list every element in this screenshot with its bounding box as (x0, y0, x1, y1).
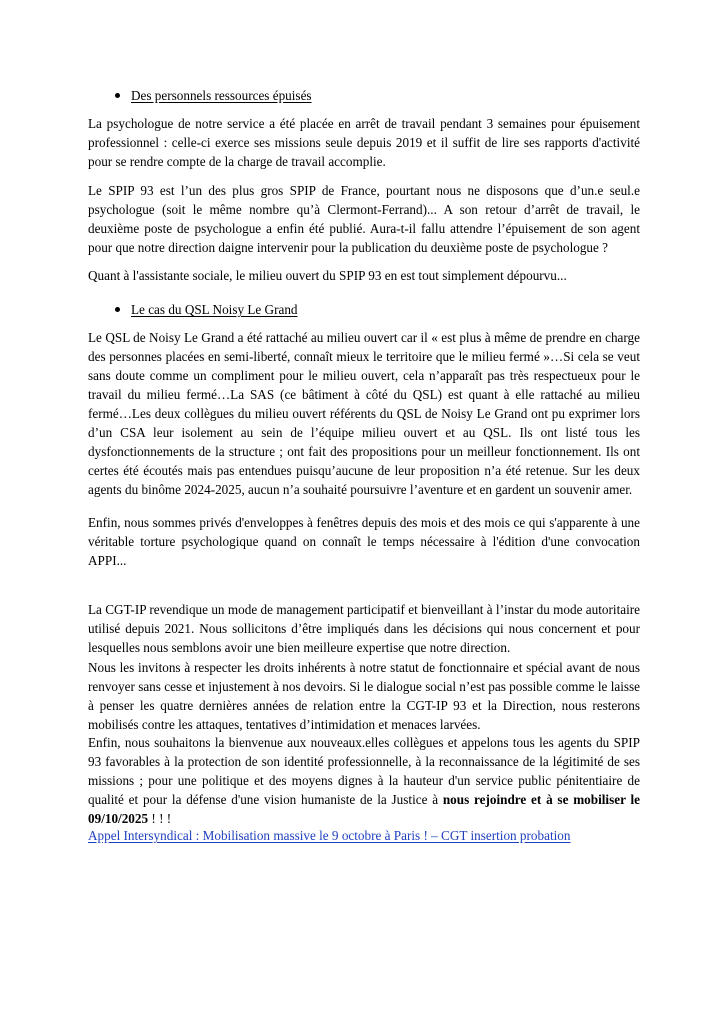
paragraph-spip-93: Le SPIP 93 est l’un des plus gros SPIP de France, pourtant nous ne disposons que d’un.e seul.e psychologue (soit le même nombre qu’à Clermont-Ferrand)... A son retour d’arrêt de travail, le deuxième poste de psychologue a enfin été publié. Aura-t-il fallu attendre l’épuisement de son agent pour que notre direction daigne intervenir pour la publication du deuxième poste de psychologue ? (88, 183, 640, 255)
intersyndical-link[interactable]: Appel Intersyndical : Mobilisation massive le 9 octobre à Paris ! – CGT insertion probation (88, 828, 571, 843)
paragraph-bienvenue-text: Enfin, nous souhaitons la bienvenue aux nouveaux.elles collègues et appelons tous les agents du SPIP 93 favorables à la protection de son identité professionnelle, à la reconnaissance de la légitimité de ses missions ; pour une politique et des moyens dignes à la hauteur d'un service public pénitentiaire de qualité et pour la défense d'une vision humaniste de la Justice à (88, 735, 640, 807)
paragraph-invitons: Nous les invitons à respecter les droits inhérents à notre statut de fonctionnaire et spécial avant de nous renvoyer sans cesse et injustement à nos devoirs. Si le dialogue social n’est pas possible comme le laisse à penser les quatre dernières années de relation entre la CGT-IP 93 et la Direction, nous resterons mobilisés contre les attaques, tentatives d’intimidation et menaces larvées. (88, 660, 640, 732)
exclamation-marks: ! ! ! (151, 811, 172, 826)
section-heading-qsl: Le cas du QSL Noisy Le Grand (131, 302, 298, 317)
paragraph-cgt-ip: La CGT-IP revendique un mode de management participatif et bienveillant à l’instar du mode autoritaire utilisé depuis 2021. Nous sollicitons d’être impliqués dans les décisions qui nous concernent et pour lesquelles nous semblons avoir une bien meilleure expertise que notre direction. (88, 602, 640, 655)
paragraph-assistante-sociale: Quant à l'assistante sociale, le milieu ouvert du SPIP 93 en est tout simplement dépourvu... (88, 268, 567, 283)
paragraph-qsl-noisy: Le QSL de Noisy Le Grand a été rattaché au milieu ouvert car il « est plus à même de prendre en charge des personnes placées en semi-liberté, connaît mieux le territoire que le milieu fermé »…Si cela se veut sans doute comme un compliment pour le milieu ouvert, cela n’apparaît pas très respectueux pour le travail du milieu fermé…La SAS (ce bâtiment à côté du QSL) est quant à elle rattaché au milieu fermé…Les deux collègues du milieu ouvert référents du QSL de Noisy Le Grand ont pu exprimer lors d’un CSA leur isolement au sein de l’équipe milieu ouvert et au QSL. Ils ont listé tous les dysfonctionnements de la structure ; ont fait des propositions pour un meilleur fonctionnement. Ils ont certes été écoutés mais pas entendues puisqu’aucune de leur proposition n’a été retenue. Sur les deux agents du binôme 2024-2025, aucun n’a souhaité poursuivre l’aventure et en gardent un souvenir amer. (88, 330, 640, 497)
section-heading-ressources: Des personnels ressources épuisés (131, 88, 312, 103)
mobilisation-date-emphasis: nous rejoindre et à se mobiliser le 09/10/2025 (88, 792, 640, 826)
paragraph-bienvenue (88, 733, 640, 828)
paragraph-psychologue: La psychologue de notre service a été placée en arrêt de travail pendant 3 semaines pour épuisement professionnel : celle-ci exerce ses missions seule depuis 2019 et il suffit de lire ses rapports d'activité pour se rendre compte de la charge de travail accomplie. (88, 116, 640, 169)
paragraph-enveloppes: Enfin, nous sommes privés d'enveloppes à fenêtres depuis des mois et des mois ce qui s'apparente à une véritable torture psychologique quand on connaît le temps nécessaire à l'édition d'une convocation APPI... (88, 515, 640, 568)
